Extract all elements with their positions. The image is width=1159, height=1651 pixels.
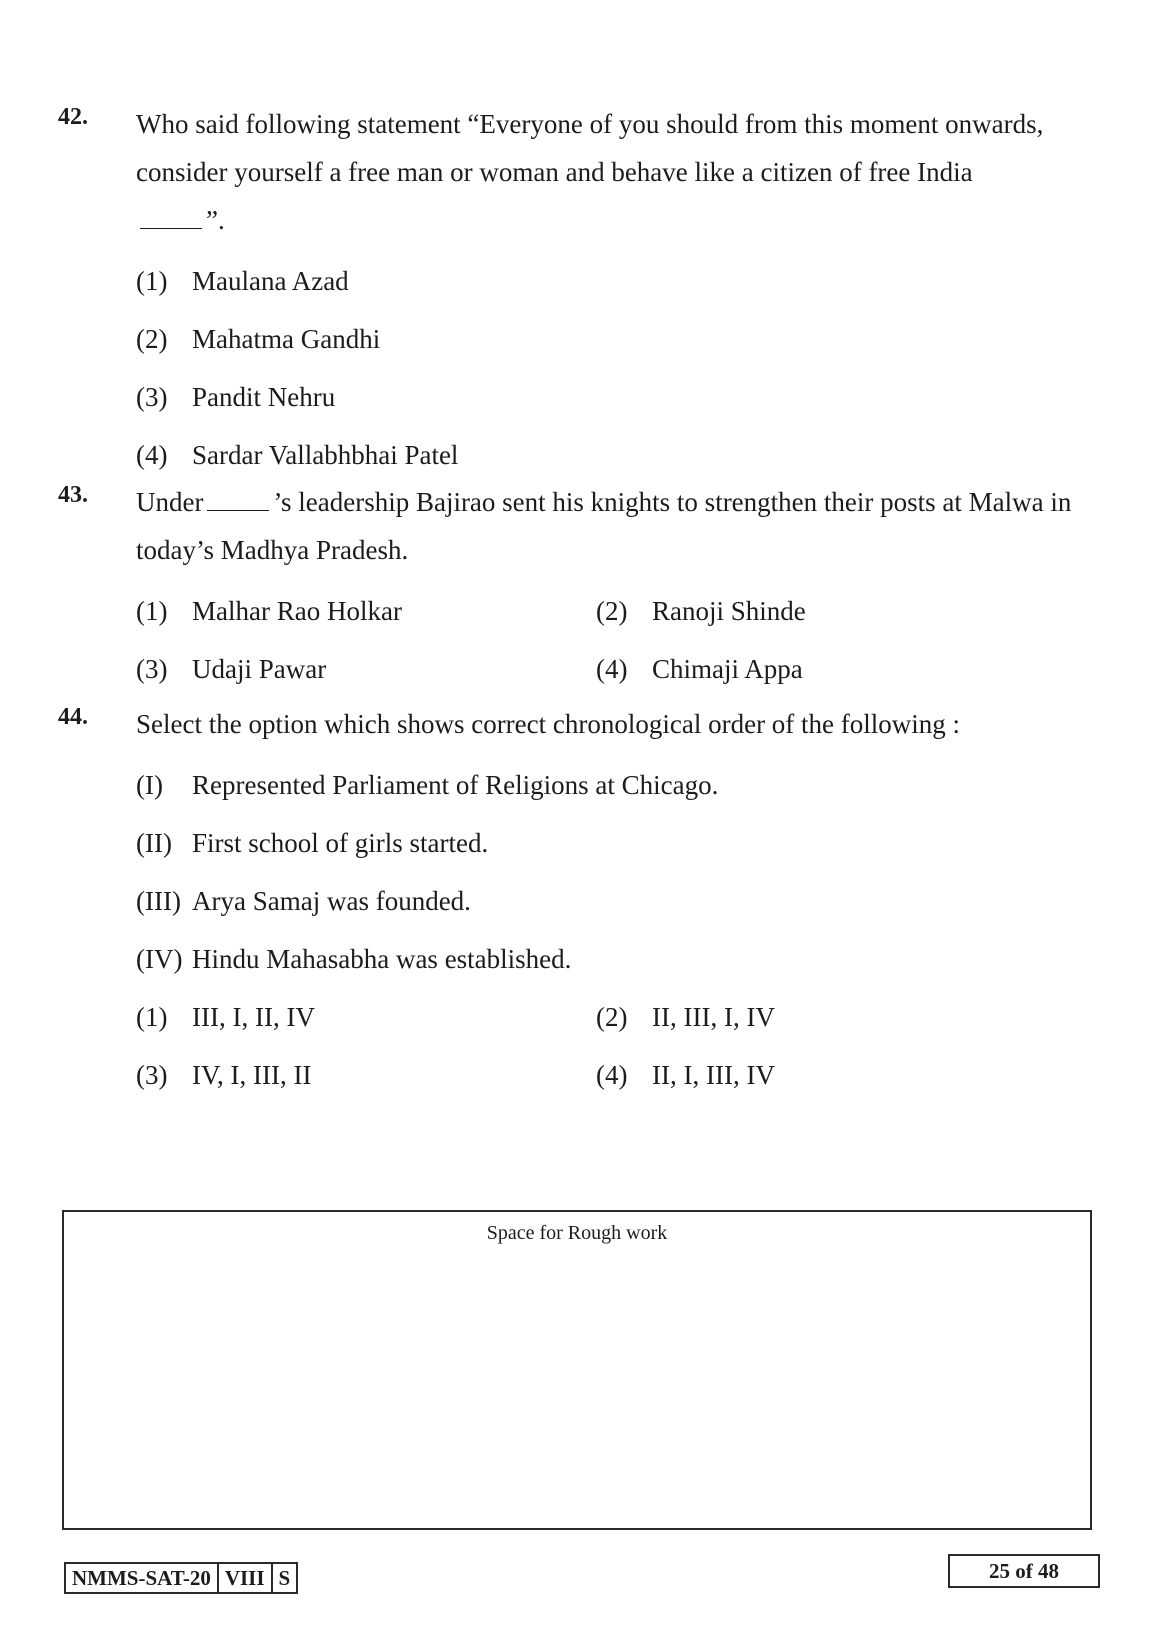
- question-44: [58, 700, 1078, 1104]
- options-list: [136, 252, 1078, 484]
- option-2: (2) Mahatma Gandhi: [136, 324, 381, 354]
- option-2: (2) II, III, I, IV: [596, 1002, 775, 1032]
- question-text: Who said following statement “Everyone of you should from this moment onwards, consider yourself a free man or woman and behave like a citizen of free India ”.: [136, 109, 1044, 235]
- option-4: (4) Sardar Vallabhbhai Patel: [136, 440, 459, 470]
- question-number: 44.: [58, 704, 88, 730]
- question-text: Select the option which shows correct chronological order of the following :: [136, 709, 961, 739]
- statements-list: [136, 756, 1078, 988]
- option-4: (4) Chimaji Appa: [596, 654, 803, 684]
- class-code: VIII: [217, 1564, 271, 1592]
- statement-4: (IV) Hindu Mahasabha was established.: [136, 944, 572, 974]
- answer-blank: [140, 202, 202, 229]
- option-3: (3) IV, I, III, II: [136, 1060, 312, 1090]
- paper-code: NMMS-SAT-20: [72, 1566, 211, 1590]
- option-1: (1) Malhar Rao Holkar: [136, 596, 402, 626]
- option-1: (1) Maulana Azad: [136, 266, 349, 296]
- question-number: 43.: [58, 482, 88, 508]
- paper-code-box: [64, 1562, 298, 1594]
- rough-work-title: Space for Rough work: [486, 1222, 668, 1244]
- answer-blank: [207, 484, 269, 511]
- option-3: (3) Pandit Nehru: [136, 382, 336, 412]
- options-grid: [136, 988, 1078, 1104]
- page-number: 25 of 48: [948, 1554, 1100, 1588]
- statement-1: (I) Represented Parliament of Religions at Chicago.: [136, 770, 719, 800]
- question-number: 42.: [58, 104, 88, 130]
- series-code: S: [271, 1564, 297, 1592]
- question-42: [58, 100, 1078, 484]
- options-grid: [136, 582, 1078, 698]
- option-2: (2) Ranoji Shinde: [596, 596, 806, 626]
- question-text: Under ’s leadership Bajirao sent his knights to strengthen their posts at Malwa in today’s Madhya Pradesh.: [136, 478, 1078, 574]
- option-3: (3) Udaji Pawar: [136, 654, 327, 684]
- question-43: [58, 478, 1078, 698]
- rough-work-box: [62, 1210, 1092, 1530]
- statement-3: (III) Arya Samaj was founded.: [136, 886, 471, 916]
- option-1: (1) III, I, II, IV: [136, 1002, 315, 1032]
- option-4: (4) II, I, III, IV: [596, 1060, 775, 1090]
- statement-2: (II) First school of girls started.: [136, 828, 489, 858]
